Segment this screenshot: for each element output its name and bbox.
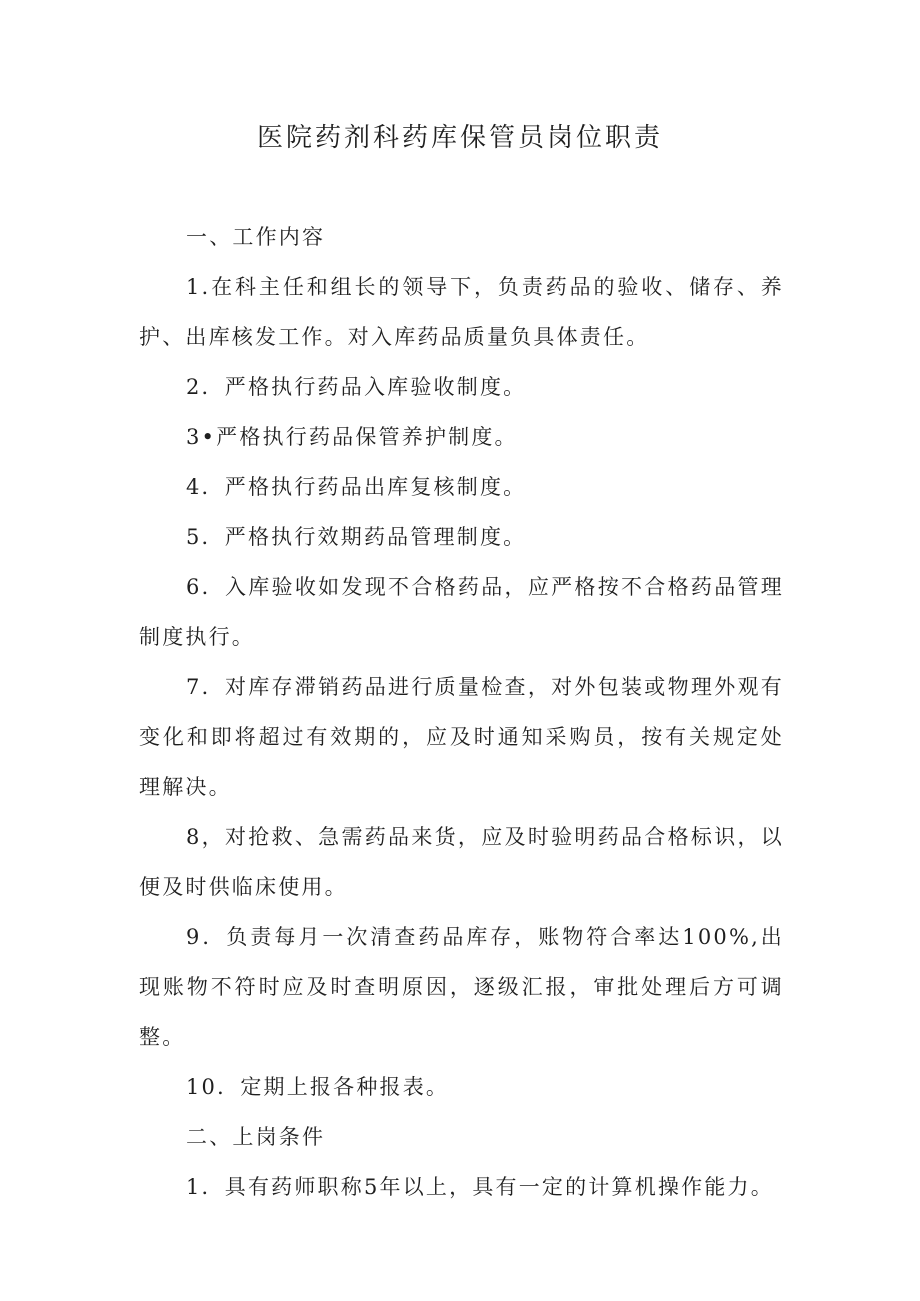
duty-item-4: 4．严格执行药品出库复核制度。 bbox=[186, 475, 527, 499]
duty-item-7: 7．对库存滞销药品进行质量检查，对外包装或物理外观有变化和即将超过有效期的，应及时通知采购员，按有关规定处理解决。 bbox=[139, 675, 784, 799]
duty-item-1: 1.在科主任和组长的领导下，负责药品的验收、储存、养护、出库核发工作。对入库药品质量负具体责任。 bbox=[139, 275, 784, 349]
section-heading-job-requirements: 二、上岗条件 bbox=[186, 1125, 326, 1149]
duty-item-3: 3•严格执行药品保管养护制度。 bbox=[186, 425, 518, 449]
document-body bbox=[139, 212, 784, 1212]
requirement-item-1: 1．具有药师职称5年以上，具有一定的计算机操作能力。 bbox=[186, 1175, 774, 1199]
duty-item-8: 8，对抢救、急需药品来货，应及时验明药品合格标识，以便及时供临床使用。 bbox=[139, 825, 784, 899]
duty-item-5: 5．严格执行效期药品管理制度。 bbox=[186, 525, 527, 549]
duty-item-10: 10．定期上报各种报表。 bbox=[186, 1075, 450, 1099]
document-title: 医院药剂科药库保管员岗位职责 bbox=[256, 123, 663, 153]
duty-item-2: 2．严格执行药品入库验收制度。 bbox=[186, 375, 527, 399]
duty-item-9: 9．负责每月一次清查药品库存，账物符合率达100%,出现账物不符时应及时查明原因，逐级汇报，审批处理后方可调整。 bbox=[139, 925, 784, 1049]
section-heading-work-content: 一、工作内容 bbox=[186, 225, 326, 249]
duty-item-6: 6．入库验收如发现不合格药品，应严格按不合格药品管理制度执行。 bbox=[139, 575, 784, 649]
